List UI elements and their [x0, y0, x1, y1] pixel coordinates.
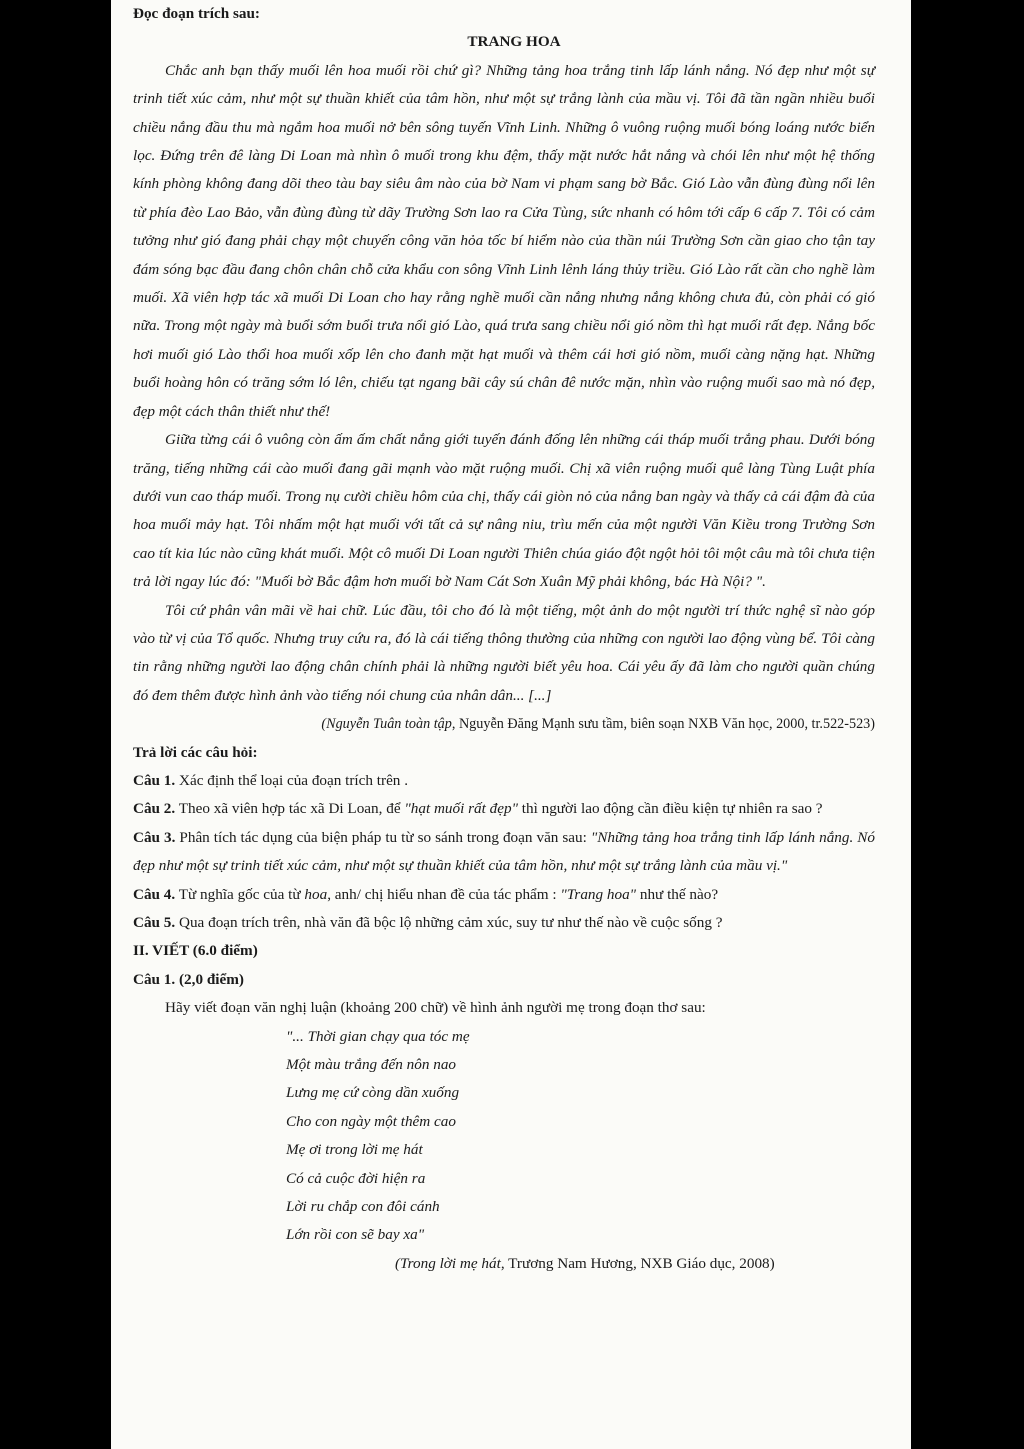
question-2-post: thì người lao động cần điều kiện tự nhiên ra sao ?	[517, 800, 823, 818]
passage-title: TRANG HOA	[467, 33, 561, 51]
question-4-pre: Từ nghĩa gốc của từ	[175, 885, 305, 903]
passage-paragraph-2: Giữa từng cái ô vuông còn ấm ấm chất nắng giới tuyến đánh đống lên những cái tháp muối trắng phau. Dưới bóng trăng, tiếng những cái cào muối đang gãi mạnh vào mặt ruộng muối. Chị xã viên ruộng muối quê làng Tùng Luật phía dưới vun cao tháp muối. Trong nụ cười chiều hôm của chị, thấy cái giòn nỏ của nắng ban ngày và thấy cả cái đậm đà của hoa muối mảy hạt. Tôi nhấm một hạt muối với tất cả sự nâng niu, trìu mến của một người Văn Kiều trong Trường Sơn cao tít kia lúc nào cũng khát muối. Một cô muối Di Loan người Thiên chúa giáo đột ngột hỏi tôi một câu mà tôi chưa tiện trả lời ngay lúc đó: "Muối bờ Bắc đậm hơn muối bờ Nam Cát Sơn Xuân Mỹ phải không, bác Hà Nội? ".	[133, 431, 875, 591]
question-4-post: như thế nào?	[636, 885, 719, 903]
intro-heading: Đọc đoạn trích sau:	[133, 5, 260, 22]
poem-line: Lớn rồi con sẽ bay xa"	[286, 1226, 425, 1244]
question-3-label: Câu 3.	[133, 828, 176, 846]
source-details: , Nguyễn Đăng Mạnh sưu tầm, biên soạn NXB Văn học, 2000, tr.522-523)	[451, 716, 875, 733]
poem-source-title: (Trong lời mẹ hát	[395, 1254, 501, 1272]
poem-line: Lời ru chắp con đôi cánh	[286, 1198, 440, 1216]
question-1-label: Câu 1.	[133, 771, 176, 789]
poem-line: Cho con ngày một thêm cao	[286, 1112, 456, 1130]
section-writing-heading: II. VIẾT (6.0 điểm)	[133, 942, 258, 960]
question-1-text: Xác định thể loại của đoạn trích trên .	[175, 771, 408, 789]
question-4-word: hoa	[304, 885, 328, 903]
question-3-quote: "Những tảng hoa trắng tinh lấp lánh nắng. Nó đẹp như một sự trinh tiết xúc cảm, như một sự thuần khiết của tâm hồn, như một sự trắng lành của mầu vị."	[133, 828, 876, 875]
question-3-pre: Phân tích tác dụng của biện pháp tu từ so sánh trong đoạn văn sau:	[175, 828, 591, 846]
passage-paragraph-3: Tôi cứ phân vân mãi về hai chữ. Lúc đầu, tôi cho đó là một tiếng, một ảnh do một người trí thức nghệ sĩ nào góp vào từ vị của Tổ quốc. Nhưng truy cứu ra, đó là cái tiếng thông thường của những con người lao động vùng bể. Tôi càng tin rằng những người lao động chân chính phải là những người biết yêu hoa. Cái yêu ấy đã làm cho người quần chúng đó đem thêm được hình ảnh vào tiếng nói chung của nhân dân... [...]	[133, 601, 875, 704]
writing-question-1-text: Hãy viết đoạn văn nghị luận (khoảng 200 chữ) về hình ảnh người mẹ trong đoạn thơ sau:	[165, 999, 706, 1017]
question-5-text: Qua đoạn trích trên, nhà văn đã bộc lộ những cảm xúc, suy tư như thế nào về cuộc sống ?	[175, 914, 723, 931]
question-4	[133, 881, 875, 909]
writing-question-1-label: Câu 1. (2,0 điểm)	[133, 970, 244, 988]
poem-line: "... Thời gian chạy qua tóc mẹ	[286, 1027, 470, 1045]
poem-source-details: , Trương Nam Hương, NXB Giáo dục, 2008)	[500, 1254, 775, 1272]
questions-heading: Trả lời các câu hỏi:	[133, 743, 258, 761]
source-author: (Nguyễn Tuân toàn tập	[321, 716, 452, 733]
question-2-label: Câu 2.	[133, 800, 176, 818]
document-page	[111, 0, 911, 1449]
poem	[133, 1023, 875, 1250]
question-1	[133, 767, 875, 795]
poem-line: Có cả cuộc đời hiện ra	[286, 1169, 426, 1187]
question-2-pre: Theo xã viên hợp tác xã Di Loan, để	[175, 800, 405, 818]
passage-source	[133, 710, 875, 738]
document-content	[133, 0, 875, 1278]
passage-paragraph-1: Chắc anh bạn thấy muối lên hoa muối rồi chứ gì? Những tảng hoa trắng tinh lấp lánh nắng. Nó đẹp như một sự trinh tiết xúc cảm, như một sự thuần khiết của tâm hồn, như một sự trắng lành của mầu vị. Tôi đã tần ngần nhiều buổi chiều nắng đầu thu mà ngắm hoa muối nở bên sông tuyến Vĩnh Linh. Những ô vuông ruộng muối bóng loáng nước biển lọc. Đứng trên đê làng Di Loan mà nhìn ô muối trong khu đệm, thấy mặt nước hắt nắng và chói lên như một hệ thống kính phòng không đang dõi theo tàu bay siêu âm nào của bờ Nam vi phạm sang bờ Bắc. Gió Lào vẫn đùng đùng nổi lên từ phía đèo Lao Bảo, vẫn đùng đùng từ dãy Trường Sơn lao ra Cửa Tùng, sức nhanh có hôm tới cấp 6 cấp 7. Tôi có cảm tưởng như gió đang phải chạy một chuyến công văn hỏa tốc bí hiểm nào của thần núi Trường Sơn cần giao cho tận tay đám sóng bạc đầu đang chôn chân chỗ cửa khẩu con sông Vĩnh Linh lênh láng thủy triều. Gió Lào rất cần cho nghề làm muối. Xã viên hợp tác xã muối Di Loan cho hay rằng nghề muối cần nắng nhưng nắng không chưa đủ, còn phải có gió nữa. Trong một ngày mà buổi sớm buổi trưa nổi gió Lào, quá trưa sang chiều nổi gió nồm thì hạt muối rất đẹp. Nắng bốc hơi muối gió Lào thổi hoa muối xốp lên cho đanh mặt hạt muối và thêm cái hơi gió nồm, muối càng nặng hạt. Những buổi hoàng hôn có trăng sớm ló lên, chiếu tạt ngang bãi cây sú chân đê nước mặn, nhìn vào ruộng muối sao mà nó đẹp, đẹp một cách thân thiết như thế!	[133, 61, 875, 420]
question-2-quote: "hạt muối rất đẹp"	[404, 800, 518, 818]
question-5-label: Câu 5.	[133, 914, 176, 931]
question-2	[133, 795, 875, 823]
poem-line: Một màu trắng đến nôn nao	[286, 1056, 457, 1074]
poem-line: Lưng mẹ cứ còng dần xuống	[286, 1084, 460, 1102]
question-4-quote: "Trang hoa"	[560, 885, 637, 903]
question-4-mid: , anh/ chị hiểu nhan đề của tác phẩm :	[327, 885, 561, 903]
question-4-label: Câu 4.	[133, 885, 176, 903]
question-5	[133, 909, 875, 937]
poem-source	[133, 1250, 875, 1278]
question-3	[133, 824, 875, 881]
poem-line: Mẹ ơi trong lời mẹ hát	[286, 1141, 423, 1159]
